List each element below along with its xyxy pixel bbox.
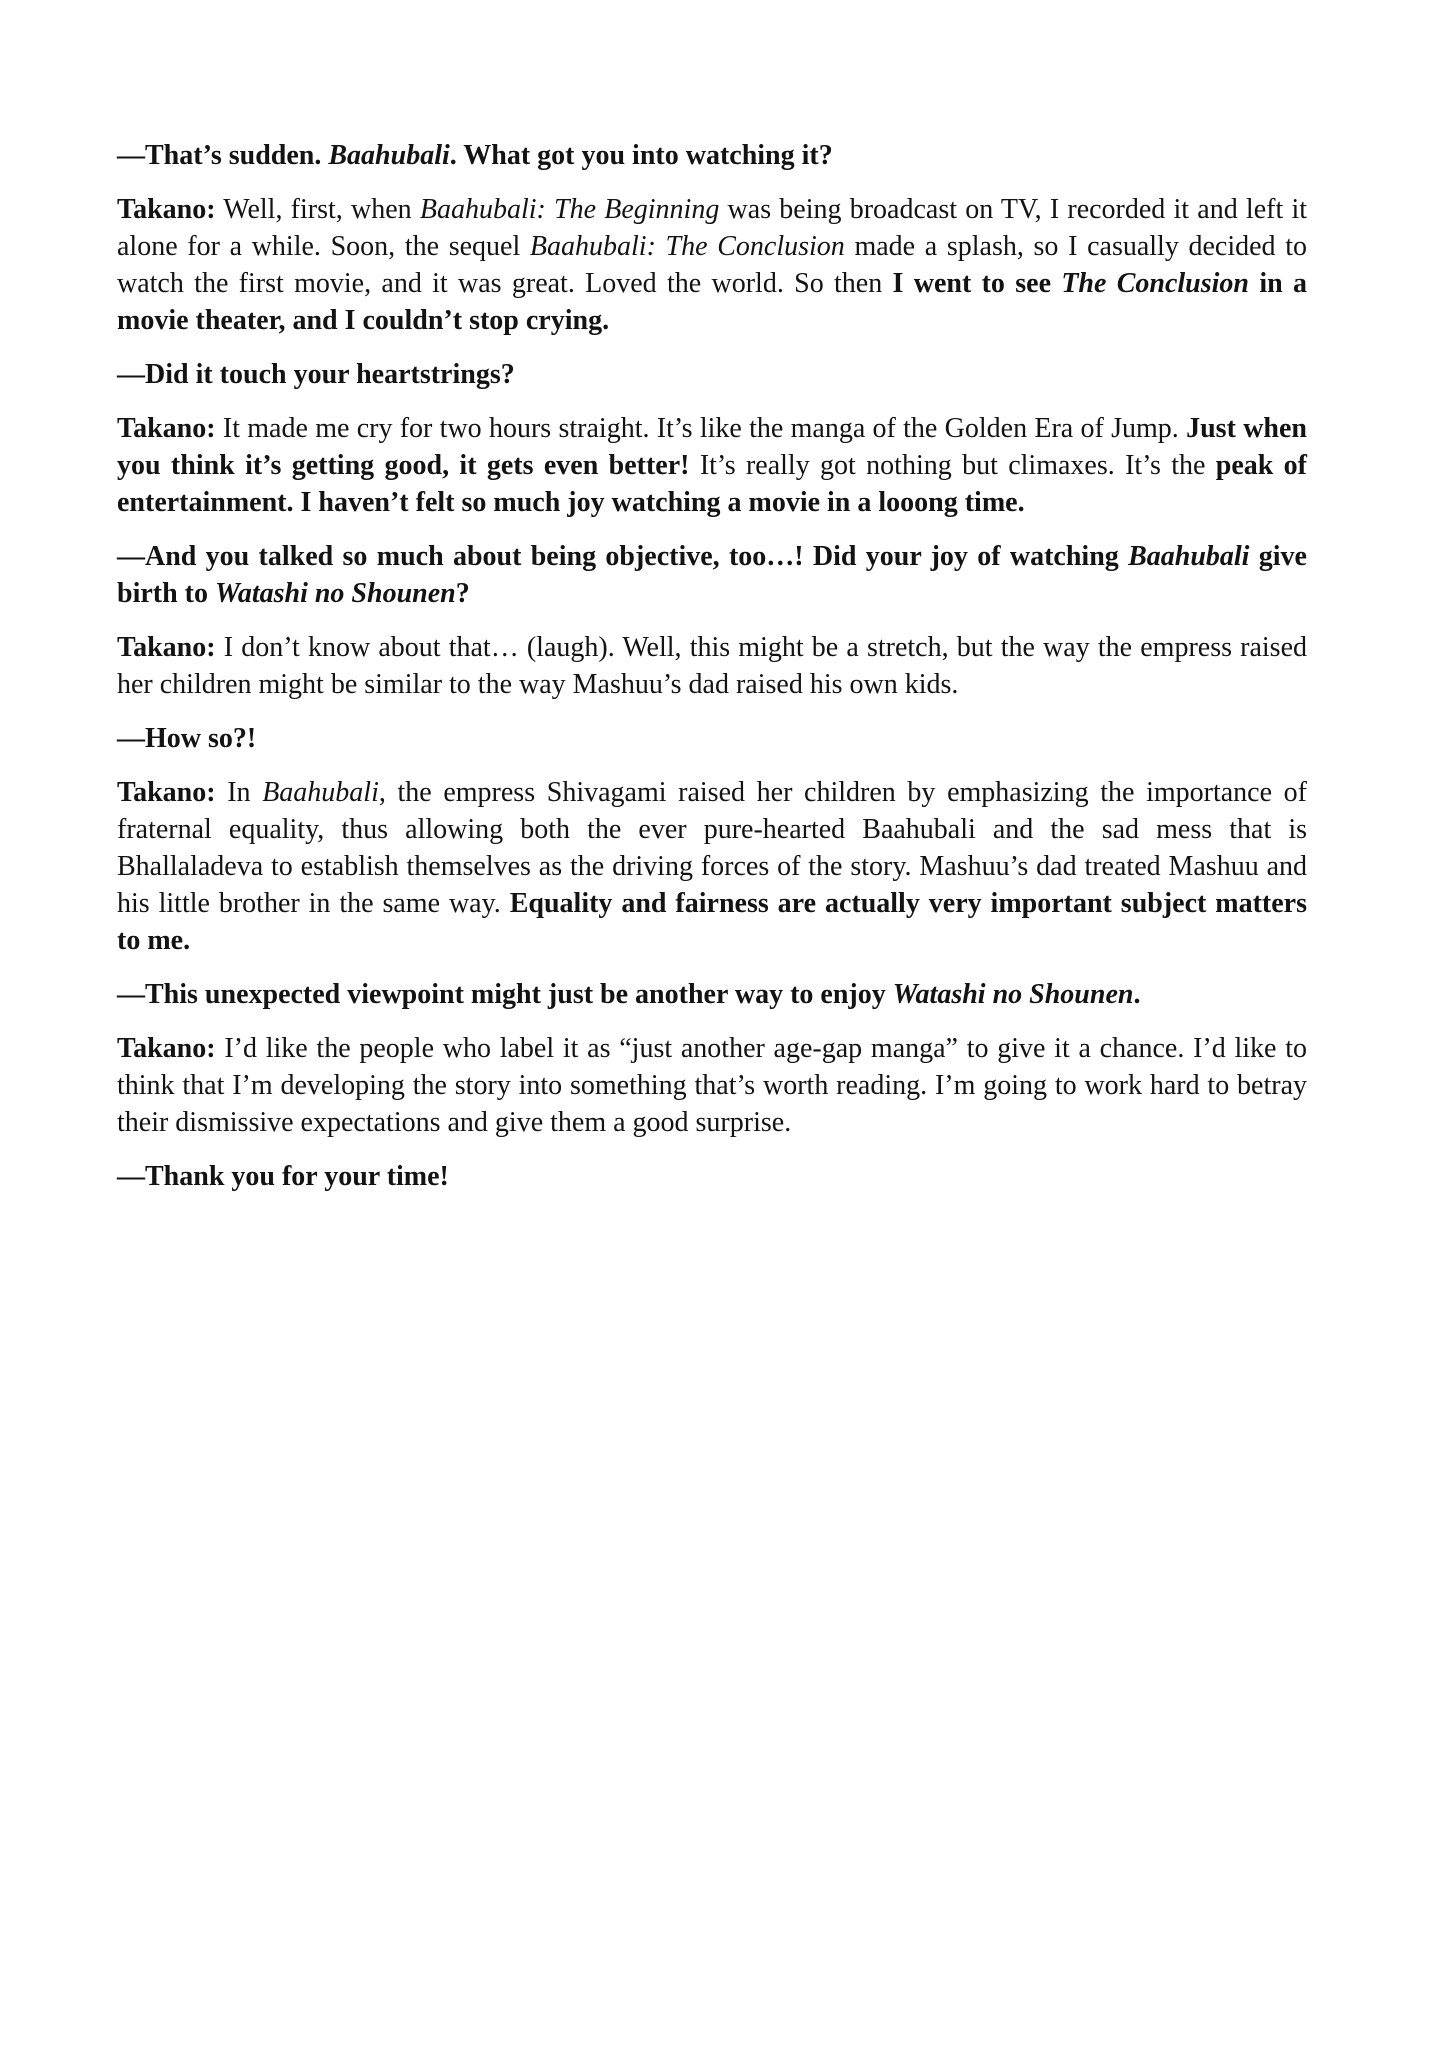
text-run: Takano: (117, 413, 216, 444)
text-run: —Thank you for your time! (117, 1161, 449, 1192)
interview-question (117, 538, 1307, 612)
text-run: Baahubali: The Beginning (419, 194, 720, 225)
interview-answer (117, 774, 1307, 959)
text-run: Watashi no Shounen (215, 578, 456, 609)
text-run: made a splash, so I casually decided to watch the first movie, and it was great. Loved the world. So then (117, 231, 1307, 299)
text-run: peak of entertainment. I haven’t felt so much joy watching a movie in a looong time. (117, 450, 1308, 518)
text-run: in a movie theater, and I couldn’t stop crying. (117, 268, 1307, 336)
text-run: The Conclusion (1061, 268, 1250, 299)
interview-answer (117, 410, 1307, 521)
text-run: was being broadcast on TV, I recorded it and left it alone for a while. Soon, the sequel (117, 194, 1308, 262)
text-run: —How so?! (117, 723, 257, 754)
text-run: Takano: (117, 194, 216, 225)
interview-question (117, 137, 1307, 174)
text-run: Takano: (117, 632, 216, 663)
text-run: In (215, 777, 263, 808)
text-run: —That’s sudden. (117, 140, 329, 171)
interview-answer (117, 191, 1307, 339)
text-run: Baahubali (262, 777, 379, 808)
interview-question (117, 356, 1307, 393)
text-run: I don’t know about that… (laugh). Well, this might be a stretch, but the way the empress raised her children might be similar to the way Mashuu’s dad raised his own kids. (117, 632, 1307, 700)
interview-question (117, 976, 1307, 1013)
text-run: . (1133, 979, 1141, 1010)
text-run: Well, first, when (215, 194, 420, 225)
text-run: —This unexpected viewpoint might just be another way to enjoy (117, 979, 893, 1010)
text-run: Equality and fairness are actually very important subject matters to me. (117, 888, 1308, 956)
text-run: ? (455, 578, 470, 609)
text-run: Just when you think it’s getting good, it gets even better! (117, 413, 1307, 481)
interview-answer (117, 1030, 1307, 1141)
text-run: Takano: (117, 777, 216, 808)
text-run: —And you talked so much about being objective, too…! Did your joy of watching (117, 541, 1129, 572)
text-run: , the empress Shivagami raised her children by emphasizing the importance of fraternal equality, thus allowing both the ever pure-hearted Baahubali and the sad mess that is Bhallaladeva to establish themselves as the driving forces of the story. Mashuu’s dad treated Mashuu and his little brother in the same way. (117, 777, 1307, 919)
text-run: It made me cry for two hours straight. It’s like the manga of the Golden Era of Jump. (215, 413, 1187, 444)
text-run: —Did it touch your heartstrings? (117, 359, 515, 390)
interview-transcript (117, 137, 1307, 1195)
text-run: Baahubali (1128, 541, 1250, 572)
interview-question (117, 720, 1307, 757)
text-run: Watashi no Shounen (892, 979, 1134, 1010)
text-run: Baahubali: The Conclusion (529, 231, 845, 262)
text-run: Baahubali (328, 140, 450, 171)
text-run: It’s really got nothing but climaxes. It’s the (689, 450, 1216, 481)
text-run: Takano: (117, 1033, 216, 1064)
text-run: I went to see (892, 268, 1062, 299)
text-run: . What got you into watching it? (449, 140, 833, 171)
interview-question (117, 1158, 1307, 1195)
text-run: give birth to (117, 541, 1307, 609)
interview-answer (117, 629, 1307, 703)
text-run: I’d like the people who label it as “just another age-gap manga” to give it a chance. I’d like to think that I’m developing the story into something that’s worth reading. I’m going to work hard to betray their dismissive expectations and give them a good surprise. (117, 1033, 1307, 1138)
